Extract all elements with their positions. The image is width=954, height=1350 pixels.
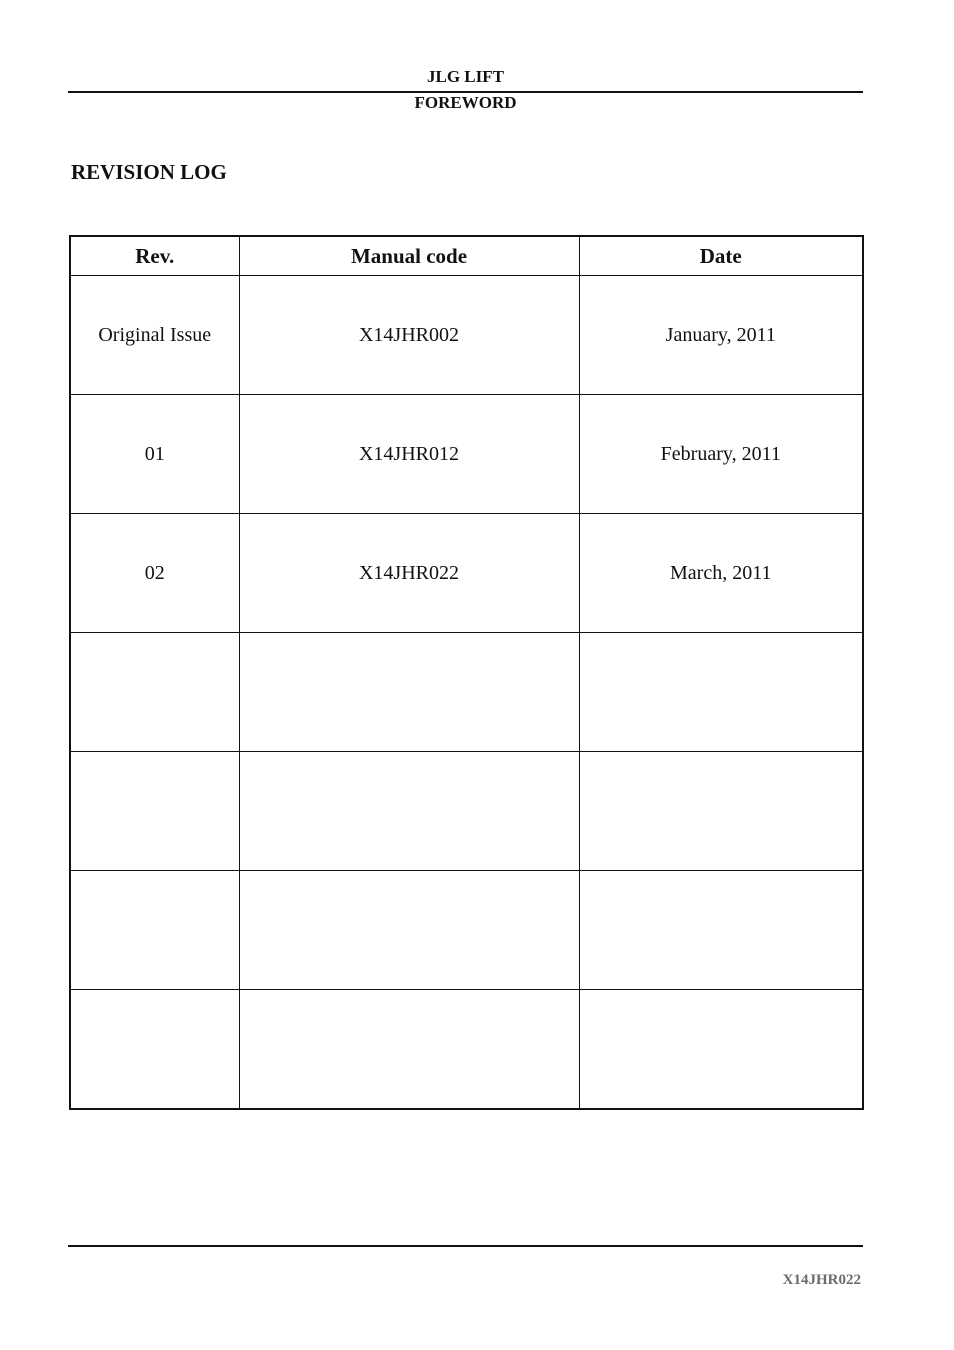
table-header-row <box>70 236 863 276</box>
footer-manual-code: X14JHR022 <box>782 1272 861 1288</box>
manual-code-cell: X14JHR022 <box>239 514 579 633</box>
rev-cell: 02 <box>70 514 239 633</box>
date-cell <box>579 990 863 1110</box>
section-title: REVISION LOG <box>71 160 227 184</box>
date-cell: January, 2011 <box>579 276 863 395</box>
rev-cell <box>70 990 239 1110</box>
manual-code-cell: X14JHR012 <box>239 395 579 514</box>
table-row <box>70 395 863 514</box>
footer-divider <box>68 1245 863 1247</box>
manual-code-cell <box>239 990 579 1110</box>
column-header-manual-code: Manual code <box>239 236 579 276</box>
table-row <box>70 276 863 395</box>
column-header-rev: Rev. <box>70 236 239 276</box>
date-cell: February, 2011 <box>579 395 863 514</box>
header-title: JLG LIFT <box>427 67 504 86</box>
manual-code-cell <box>239 633 579 752</box>
revision-log-table <box>69 235 864 1110</box>
date-cell <box>579 633 863 752</box>
rev-cell: 01 <box>70 395 239 514</box>
table-row <box>70 514 863 633</box>
rev-cell <box>70 871 239 990</box>
manual-code-cell: X14JHR002 <box>239 276 579 395</box>
header-subtitle: FOREWORD <box>414 93 517 112</box>
date-cell <box>579 752 863 871</box>
table-row <box>70 871 863 990</box>
date-cell <box>579 871 863 990</box>
manual-code-cell <box>239 871 579 990</box>
rev-cell <box>70 633 239 752</box>
table-row <box>70 752 863 871</box>
table-row <box>70 633 863 752</box>
rev-cell: Original Issue <box>70 276 239 395</box>
date-cell: March, 2011 <box>579 514 863 633</box>
column-header-date: Date <box>579 236 863 276</box>
table-row <box>70 990 863 1110</box>
rev-cell <box>70 752 239 871</box>
manual-code-cell <box>239 752 579 871</box>
